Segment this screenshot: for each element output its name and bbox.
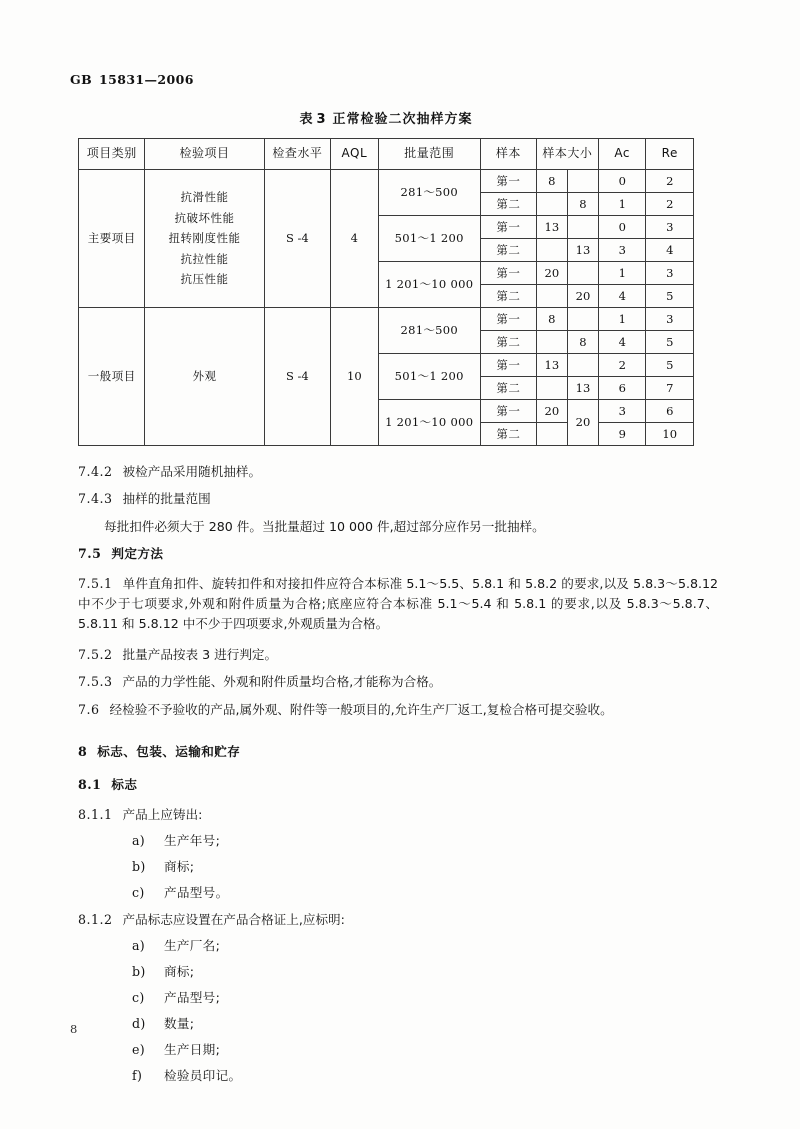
table-body bbox=[79, 170, 694, 446]
clause-text: 产品标志应设置在产品合格证上,应标明: bbox=[122, 911, 345, 927]
section-8-1-heading bbox=[78, 775, 718, 795]
list-marker: e) bbox=[132, 1041, 145, 1057]
clause-text: 抽样的批量范围 bbox=[122, 491, 211, 507]
list-marker: f) bbox=[132, 1067, 143, 1083]
inspection-item: 抗拉性能 bbox=[180, 251, 229, 266]
list-item bbox=[78, 1041, 718, 1060]
cell-ac: 4 bbox=[599, 285, 646, 308]
list-item-text: 生产厂名; bbox=[164, 938, 221, 954]
clause-number: 8.1.2 bbox=[78, 911, 113, 927]
clause-text: 批量产品按表 3 进行判定。 bbox=[122, 646, 278, 662]
list-item bbox=[78, 963, 718, 982]
col-header-ac: Ac bbox=[599, 139, 646, 170]
table-caption-label: 表 bbox=[299, 112, 314, 127]
clause-7-4-2 bbox=[78, 462, 718, 482]
cell-sample-size bbox=[536, 331, 567, 354]
table-row bbox=[79, 308, 694, 331]
list-item bbox=[78, 989, 718, 1008]
cell-ac: 0 bbox=[599, 170, 646, 193]
cell-lot-range: 1 201～10 000 bbox=[378, 400, 480, 446]
list-marker: a) bbox=[132, 938, 146, 954]
cell-lot-range: 501～1 200 bbox=[378, 216, 480, 262]
cell-inspection-items bbox=[145, 170, 264, 308]
cell-re: 5 bbox=[646, 285, 694, 308]
cell-re: 3 bbox=[646, 308, 694, 331]
clause-7-6 bbox=[78, 700, 718, 720]
list-marker: a) bbox=[132, 833, 146, 849]
list-item-text: 商标; bbox=[164, 858, 195, 874]
list-item bbox=[78, 1067, 718, 1086]
inspection-item: 扭转刚度性能 bbox=[168, 231, 241, 246]
section-title: 标志、包装、运输和贮存 bbox=[97, 743, 241, 759]
section-number: 8 bbox=[78, 743, 88, 759]
cell-ac: 9 bbox=[599, 423, 646, 446]
clause-text: 判定方法 bbox=[111, 546, 164, 562]
inspection-item: 抗滑性能 bbox=[180, 190, 229, 205]
list-item-text: 检验员印记。 bbox=[164, 1067, 242, 1083]
cell-sample-size bbox=[536, 377, 567, 400]
cell-sample-label: 第二 bbox=[480, 331, 536, 354]
list-item bbox=[78, 937, 718, 956]
clause-number: 7.4.2 bbox=[78, 464, 113, 479]
col-header-inspection-item: 检验项目 bbox=[145, 139, 264, 170]
list-marker: c) bbox=[132, 989, 145, 1005]
cell-sample-size bbox=[536, 193, 567, 216]
cell-sample-label: 第一 bbox=[480, 308, 536, 331]
section-number: 8.1 bbox=[78, 777, 102, 793]
cell-ac: 1 bbox=[599, 262, 646, 285]
clause-number: 8.1.1 bbox=[78, 806, 113, 822]
cell-ac: 4 bbox=[599, 331, 646, 354]
sampling-plan-table bbox=[78, 138, 694, 446]
clause-text: 产品上应铸出: bbox=[122, 806, 203, 822]
clause-text: 单件直角扣件、旋转扣件和对接扣件应符合本标准 5.1～5.5、5.8.1 和 5.8.2 的要求,以及 5.8.3～5.8.12 中不少于七项要求,外观和附件质量为合格;底座应符合本标准 5.1～5.4 和 5.8.1 的要求,以及 5.8.3～5.8.7、5.8.11 和 5.8.12 中不少于四项要求,外观质量为合格。 bbox=[78, 575, 718, 632]
clause-7-5-2 bbox=[78, 645, 718, 665]
cell-category: 主要项目 bbox=[79, 170, 145, 308]
cell-cumulative-size bbox=[567, 170, 598, 193]
cell-cumulative-size: 13 bbox=[567, 239, 598, 262]
table-row bbox=[79, 170, 694, 193]
standard-prefix: GB bbox=[70, 72, 93, 87]
cell-re: 3 bbox=[646, 216, 694, 239]
cell-ac: 1 bbox=[599, 308, 646, 331]
cell-ac: 3 bbox=[599, 239, 646, 262]
cell-sample-size: 13 bbox=[536, 216, 567, 239]
cell-re: 3 bbox=[646, 262, 694, 285]
inspection-item: 外观 bbox=[192, 369, 217, 384]
list-item bbox=[78, 858, 718, 877]
cell-re: 10 bbox=[646, 423, 694, 446]
list-item-text: 生产日期; bbox=[164, 1041, 221, 1057]
cell-ac: 2 bbox=[599, 354, 646, 377]
cell-lot-range: 501～1 200 bbox=[378, 354, 480, 400]
cell-cumulative-size: 20 bbox=[567, 285, 598, 308]
clause-7-4-3-paragraph: 每批扣件必须大于 280 件。当批量超过 10 000 件,超过部分应作另一批抽样。 bbox=[104, 518, 545, 534]
clause-number: 7.5.3 bbox=[78, 674, 113, 690]
col-header-sample-size: 样本大小 bbox=[536, 139, 598, 170]
list-item-text: 商标; bbox=[164, 964, 195, 980]
cell-category: 一般项目 bbox=[79, 308, 145, 446]
cell-cumulative-size bbox=[567, 262, 598, 285]
cell-sample-label: 第二 bbox=[480, 377, 536, 400]
list-item bbox=[78, 1015, 718, 1034]
section-8-heading bbox=[78, 742, 718, 762]
cell-sample-label: 第一 bbox=[480, 216, 536, 239]
list-marker: b) bbox=[132, 858, 146, 874]
cell-cumulative-size: 8 bbox=[567, 193, 598, 216]
table-caption-number: 3 bbox=[316, 112, 327, 127]
cell-sample-label: 第二 bbox=[480, 423, 536, 446]
clause-8-1-2 bbox=[78, 910, 718, 930]
clause-number: 7.6 bbox=[78, 701, 100, 717]
cell-sample-size: 20 bbox=[536, 262, 567, 285]
clause-text: 经检验不予验收的产品,属外观、附件等一般项目的,允许生产厂返工,复检合格可提交验收。 bbox=[109, 701, 613, 717]
cell-sample-size: 8 bbox=[536, 170, 567, 193]
list-marker: c) bbox=[132, 884, 145, 900]
cell-ac: 6 bbox=[599, 377, 646, 400]
cell-sample-size bbox=[536, 423, 567, 446]
clause-text: 被检产品采用随机抽样。 bbox=[122, 464, 262, 479]
clause-7-5 bbox=[78, 544, 718, 564]
cell-inspection-items bbox=[145, 308, 264, 446]
cell-sample-label: 第二 bbox=[480, 193, 536, 216]
cell-re: 7 bbox=[646, 377, 694, 400]
page-number: 8 bbox=[70, 1022, 78, 1036]
cell-re: 2 bbox=[646, 193, 694, 216]
cell-sample-label: 第二 bbox=[480, 285, 536, 308]
clause-text: 产品的力学性能、外观和附件质量均合格,才能称为合格。 bbox=[122, 674, 442, 690]
clause-number: 7.5 bbox=[78, 546, 102, 562]
cell-ac: 0 bbox=[599, 216, 646, 239]
cell-sample-label: 第二 bbox=[480, 239, 536, 262]
cell-ac: 1 bbox=[599, 193, 646, 216]
cell-aql: 10 bbox=[331, 308, 378, 446]
cell-cumulative-size bbox=[567, 308, 598, 331]
cell-sample-label: 第一 bbox=[480, 262, 536, 285]
table-caption bbox=[78, 108, 694, 127]
running-header bbox=[70, 72, 194, 87]
inspection-item: 抗破坏性能 bbox=[174, 210, 235, 225]
clause-number: 7.5.2 bbox=[78, 646, 113, 662]
cell-sample-size bbox=[536, 285, 567, 308]
inspection-item: 抗压性能 bbox=[180, 272, 229, 287]
col-header-inspection-level: 检查水平 bbox=[264, 139, 330, 170]
clause-number: 7.5.1 bbox=[78, 575, 113, 591]
list-item-text: 数量; bbox=[164, 1015, 195, 1031]
list-item-text: 生产年号; bbox=[164, 833, 221, 849]
cell-sample-size: 20 bbox=[536, 400, 567, 423]
cell-sample-label: 第一 bbox=[480, 354, 536, 377]
cell-sample-size bbox=[536, 239, 567, 262]
col-header-lot-range: 批量范围 bbox=[378, 139, 480, 170]
clause-8-1-1 bbox=[78, 805, 718, 825]
cell-re: 4 bbox=[646, 239, 694, 262]
list-marker: b) bbox=[132, 964, 146, 980]
section-spacer bbox=[78, 727, 718, 742]
cell-cumulative-size: 20 bbox=[567, 400, 598, 446]
list-item bbox=[78, 884, 718, 903]
cell-lot-range: 281～500 bbox=[378, 170, 480, 216]
table-caption-title: 正常检验二次抽样方案 bbox=[332, 112, 473, 127]
standard-number: 15831—2006 bbox=[99, 72, 194, 87]
cell-sample-size: 13 bbox=[536, 354, 567, 377]
cell-sample-label: 第一 bbox=[480, 170, 536, 193]
clause-7-5-3 bbox=[78, 672, 718, 692]
col-header-sample: 样本 bbox=[480, 139, 536, 170]
col-header-category: 项目类别 bbox=[79, 139, 145, 170]
section-title: 标志 bbox=[111, 777, 138, 793]
cell-cumulative-size: 8 bbox=[567, 331, 598, 354]
list-item bbox=[78, 832, 718, 851]
cell-re: 5 bbox=[646, 354, 694, 377]
cell-cumulative-size bbox=[567, 216, 598, 239]
col-header-re: Re bbox=[646, 139, 694, 170]
list-item-text: 产品型号; bbox=[164, 989, 221, 1005]
col-header-aql: AQL bbox=[331, 139, 378, 170]
cell-re: 6 bbox=[646, 400, 694, 423]
clause-number: 7.4.3 bbox=[78, 491, 113, 507]
cell-re: 5 bbox=[646, 331, 694, 354]
cell-sample-size: 8 bbox=[536, 308, 567, 331]
clause-7-5-1 bbox=[78, 574, 718, 635]
document-body bbox=[78, 462, 718, 1092]
table-header bbox=[79, 139, 694, 170]
cell-inspection-level: S -4 bbox=[264, 170, 330, 308]
cell-inspection-level: S -4 bbox=[264, 308, 330, 446]
cell-aql: 4 bbox=[331, 170, 378, 308]
cell-ac: 3 bbox=[599, 400, 646, 423]
cell-lot-range: 281～500 bbox=[378, 308, 480, 354]
clause-7-4-3 bbox=[78, 489, 718, 509]
cell-re: 2 bbox=[646, 170, 694, 193]
cell-cumulative-size: 13 bbox=[567, 377, 598, 400]
cell-lot-range: 1 201～10 000 bbox=[378, 262, 480, 308]
list-item-text: 产品型号。 bbox=[164, 884, 229, 900]
table-header-row bbox=[79, 139, 694, 170]
list-marker: d) bbox=[132, 1015, 146, 1031]
cell-cumulative-size bbox=[567, 354, 598, 377]
cell-sample-label: 第一 bbox=[480, 400, 536, 423]
